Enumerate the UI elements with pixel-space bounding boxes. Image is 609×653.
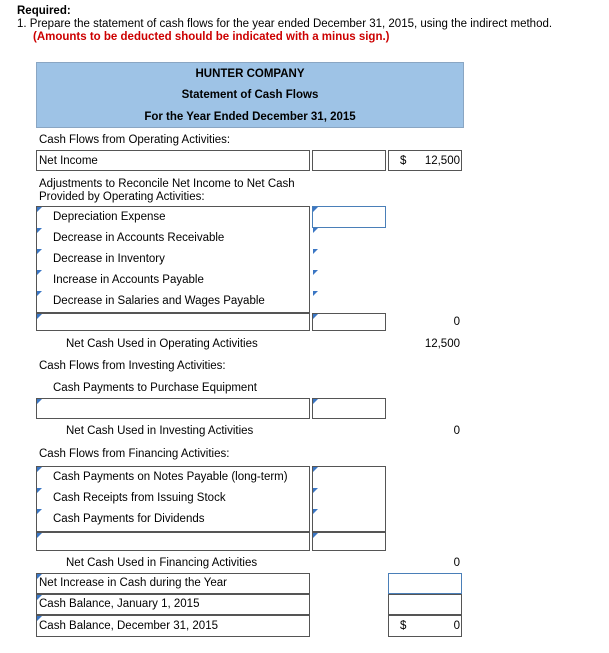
dropdown-marker-icon	[37, 399, 42, 404]
net-investing-label: Net Cash Used in Investing Activities	[66, 425, 254, 437]
dropdown-marker-icon	[313, 509, 318, 514]
balance-end-label: Cash Balance, December 31, 2015	[39, 620, 218, 632]
statement-title: Statement of Cash Flows	[36, 84, 464, 106]
dropdown-marker-icon	[37, 249, 42, 254]
net-income-value: 12,500	[424, 155, 460, 167]
net-income-input-col1[interactable]	[312, 150, 386, 171]
dropdown-marker-icon	[37, 533, 42, 538]
purchase-equipment-label: Cash Payments to Purchase Equipment	[53, 382, 257, 394]
dropdown-marker-icon	[37, 314, 42, 319]
dropdown-marker-icon	[313, 291, 318, 296]
balance-begin-label: Cash Balance, January 1, 2015	[39, 598, 200, 610]
blank-operating-amount[interactable]	[312, 313, 386, 331]
blank-financing-item[interactable]	[36, 532, 310, 551]
dividends-label[interactable]: Cash Payments for Dividends	[53, 513, 205, 525]
net-operating-value: 12,500	[424, 338, 460, 350]
balance-end-value: 0	[453, 620, 460, 632]
dropdown-marker-icon	[37, 467, 42, 472]
net-financing-value: 0	[453, 557, 460, 569]
instruction-text: 1. Prepare the statement of cash flows for the year ended December 31, 2015, using the indirect method.	[17, 18, 553, 30]
net-income-label: Net Income	[39, 155, 98, 167]
blank-financing-amount[interactable]	[312, 532, 386, 551]
dec-salaries-label[interactable]: Decrease in Salaries and Wages Payable	[53, 295, 265, 307]
dropdown-marker-icon	[313, 314, 318, 319]
minus-sign-note: (Amounts to be deducted should be indicated with a minus sign.)	[33, 31, 390, 43]
net-increase-input[interactable]	[388, 573, 462, 594]
depreciation-label[interactable]: Depreciation Expense	[53, 211, 166, 223]
dropdown-marker-icon	[37, 207, 42, 212]
dropdown-marker-icon	[313, 488, 318, 493]
dropdown-marker-icon	[37, 291, 42, 296]
dropdown-marker-icon	[313, 399, 318, 404]
dec-receivable-label[interactable]: Decrease in Accounts Receivable	[53, 232, 225, 244]
adjustments-heading: Adjustments to Reconcile Net Income to Net Cash Provided by Operating Activities:	[39, 178, 295, 203]
dropdown-marker-icon	[37, 270, 42, 275]
dropdown-marker-icon	[313, 207, 318, 212]
net-operating-label: Net Cash Used in Operating Activities	[66, 338, 258, 350]
net-increase-label: Net Increase in Cash during the Year	[39, 577, 227, 589]
dropdown-marker-icon	[313, 249, 318, 254]
required-heading: Required:	[17, 5, 71, 17]
financing-heading: Cash Flows from Financing Activities:	[39, 448, 230, 460]
dropdown-marker-icon	[313, 228, 318, 233]
notes-payable-label[interactable]: Cash Payments on Notes Payable (long-term)	[53, 471, 288, 483]
dec-inventory-label[interactable]: Decrease in Inventory	[53, 253, 165, 265]
operating-heading: Cash Flows from Operating Activities:	[39, 134, 231, 146]
dropdown-marker-icon	[37, 228, 42, 233]
net-income-dollar: $	[400, 155, 407, 167]
dropdown-marker-icon	[313, 533, 318, 538]
adjustment-amount-input-1[interactable]	[312, 206, 386, 228]
dropdown-marker-icon	[37, 509, 42, 514]
dropdown-marker-icon	[37, 488, 42, 493]
company-name: HUNTER COMPANY	[36, 62, 464, 84]
operating-subtotal: 0	[453, 316, 460, 328]
investing-heading: Cash Flows from Investing Activities:	[39, 360, 226, 372]
requirements	[17, 5, 552, 44]
balance-begin-input[interactable]	[388, 594, 462, 615]
inc-payable-label[interactable]: Increase in Accounts Payable	[53, 274, 204, 286]
issuing-stock-label[interactable]: Cash Receipts from Issuing Stock	[53, 492, 226, 504]
dropdown-marker-icon	[313, 270, 318, 275]
dropdown-marker-icon	[313, 467, 318, 472]
financing-amount-block[interactable]	[312, 466, 386, 532]
blank-investing-amount[interactable]	[312, 398, 386, 419]
net-investing-value: 0	[453, 425, 460, 437]
net-financing-label: Net Cash Used in Financing Activities	[66, 557, 258, 569]
blank-operating-item[interactable]	[36, 313, 310, 331]
blank-investing-item[interactable]	[36, 398, 310, 419]
balance-end-dollar: $	[400, 620, 407, 632]
statement-period: For the Year Ended December 31, 2015	[36, 106, 464, 128]
